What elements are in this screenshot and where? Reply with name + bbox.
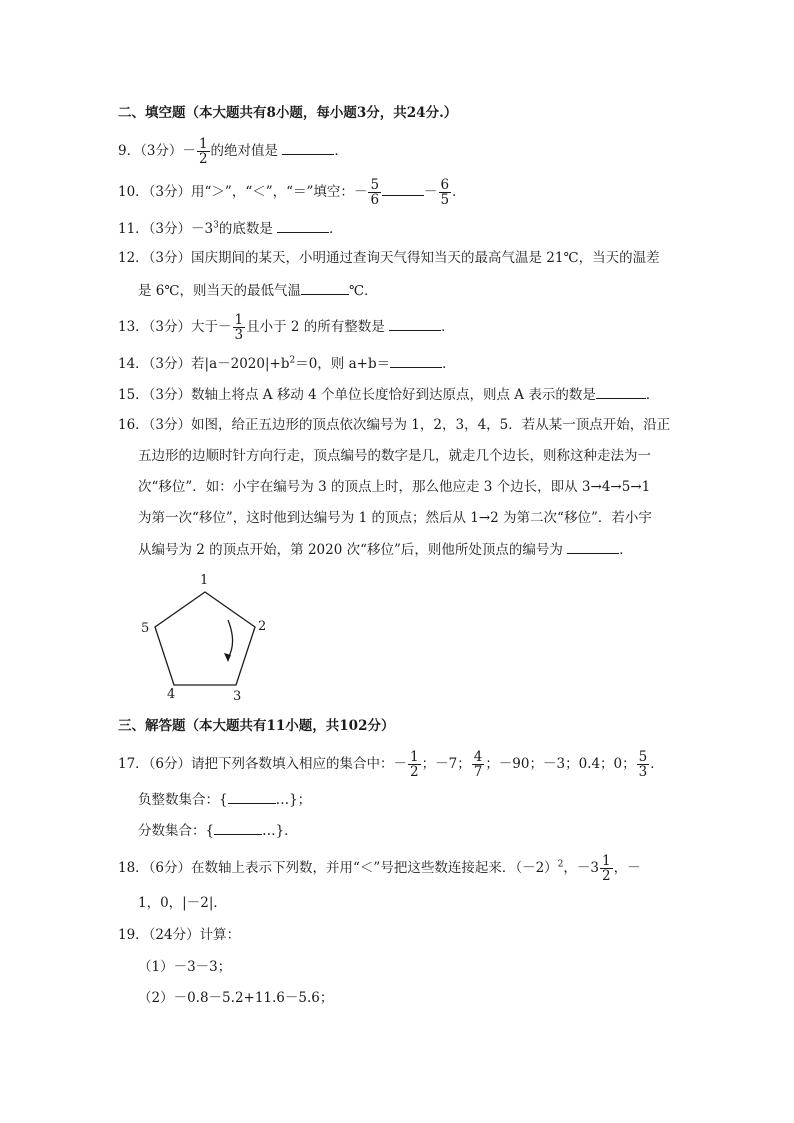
q10-f2-num: 6 <box>440 177 450 193</box>
q18-prefix: 18．（6分）在数轴上表示下列数，并用“＜”号把这些数连接起来．（－2） <box>118 860 558 876</box>
q10-prefix: 10．（3分）用“＞”，“＜”，“＝”填空： <box>118 184 354 200</box>
q10-answer-blank[interactable] <box>382 181 424 196</box>
q10-fraction-2 <box>439 178 452 207</box>
q9-frac-den: 2 <box>198 151 208 167</box>
q17-f1-num: 1 <box>410 749 419 765</box>
q17-mid1: ；－7； <box>421 756 471 772</box>
q12-answer-blank[interactable] <box>301 280 349 295</box>
pentagon-figure <box>130 570 280 705</box>
q17-f2-den: 7 <box>473 764 483 780</box>
q17-negative-integer-set <box>138 789 311 810</box>
question-16-line-3: 次“移位”．如：小宇在编号为 3 的顶点上时，那么他应走 3 个边长，即从 3→4→5→1 <box>138 479 651 495</box>
q17-set1-blank[interactable] <box>228 789 276 804</box>
q17-f3-num: 5 <box>638 749 648 765</box>
q13-frac-den: 3 <box>234 327 244 343</box>
q9-prefix: 9．（3分）－ <box>118 143 196 159</box>
q13-suffix: 且小于 2 的所有整数是 <box>246 319 385 335</box>
q18-fraction <box>600 854 613 883</box>
q13-frac-num: 1 <box>234 312 244 328</box>
pentagon-shape <box>155 592 255 685</box>
question-16-line-5 <box>138 539 633 560</box>
q17-prefix: 17．（6分）请把下列各数填入相应的集合中：－ <box>118 756 408 772</box>
section-3-header: 三、解答题（本大题共有11小题，共102分） <box>118 718 395 734</box>
vertex-label-2: 2 <box>258 619 267 634</box>
q14-mid: ＝0，则 a+b＝ <box>295 356 391 372</box>
question-19-header: 19．（24分）计算： <box>118 927 241 943</box>
q10-end: ． <box>452 184 466 200</box>
q15-text: 15．（3分）数轴上将点 A 移动 4 个单位长度恰好到达原点，则点 A 表示的数是 <box>118 387 596 403</box>
q13-prefix: 13．（3分）大于－ <box>118 319 232 335</box>
q10-f1-den: 6 <box>370 192 380 208</box>
q17-f2-num: 4 <box>473 749 483 765</box>
q9-suffix: 的绝对值是 <box>210 143 279 159</box>
q17-fraction-2 <box>472 750 485 779</box>
q17-fraction-3 <box>637 750 650 779</box>
q18-end: ，－ <box>613 860 641 876</box>
q9-frac-num: 1 <box>198 136 208 152</box>
question-18 <box>118 854 641 883</box>
section-2-header: 二、填空题（本大题共有8小题，每小题3分，共24分.） <box>118 105 458 121</box>
q17-set2-end: …}． <box>262 823 298 839</box>
q9-answer-blank[interactable] <box>282 140 334 155</box>
q18-exponent: 2 <box>557 859 564 870</box>
q13-end: ． <box>441 319 455 335</box>
q10-f1-sign: － <box>353 184 368 200</box>
q16-line5-text: 从编号为 2 的顶点开始，第 2020 次“移位”后，则他所处顶点的编号为 <box>138 542 563 558</box>
vertex-label-5: 5 <box>141 621 150 636</box>
q10-f2-sign: － <box>424 184 438 200</box>
q15-end: ． <box>645 387 660 403</box>
q18-frac-den: 2 <box>602 868 611 884</box>
question-16-line-4: 为第一次“移位”，这时他到达编号为 1 的顶点；然后从 1→2 为第二次“移位”．若小宇 <box>138 510 652 526</box>
question-18-line-2: 1，0，|－2|． <box>138 895 227 911</box>
question-16-line-1: 16．（3分）如图，给正五边形的顶点依次编号为 1，2，3，4，5．若从某一顶点开始，沿正 <box>118 417 671 433</box>
question-12-line-1: 12．（3分）国庆期间的某天，小明通过查询天气得知当天的最高气温是 21℃，当天的温差 <box>118 250 660 266</box>
q17-set1-end: …}； <box>275 792 312 808</box>
vertex-label-4: 4 <box>167 687 176 702</box>
q13-answer-blank[interactable] <box>389 316 441 331</box>
question-17 <box>118 750 664 779</box>
q17-mid2: ；－90；－3；0.4；0； <box>485 756 636 772</box>
question-15 <box>118 384 659 405</box>
q15-answer-blank[interactable] <box>596 384 646 399</box>
vertex-label-1: 1 <box>200 573 209 588</box>
question-12-line-2 <box>138 280 378 301</box>
q17-f3-den: 3 <box>638 764 648 780</box>
vertex-label-3: 3 <box>233 689 242 704</box>
clockwise-arrow-icon <box>228 620 233 658</box>
q12-line2-prefix: 是 6℃，则当天的最低气温 <box>138 283 301 299</box>
question-11 <box>118 218 343 239</box>
question-10 <box>118 178 466 207</box>
q17-end: ． <box>650 756 664 772</box>
q17-set2-blank[interactable] <box>214 820 262 835</box>
q17-f1-den: 2 <box>410 764 419 780</box>
q17-fraction-set <box>138 820 298 841</box>
q17-set1-label: 负整数集合：{ <box>138 792 228 808</box>
q17-set2-label: 分数集合：{ <box>138 823 215 839</box>
q16-end: ． <box>619 542 633 558</box>
q11-exponent: 3 <box>213 220 219 231</box>
q11-answer-blank[interactable] <box>277 218 329 233</box>
q19-item-2: （2）－0.8－5.2+11.6－5.6； <box>138 990 334 1006</box>
q10-f1-num: 5 <box>370 177 380 193</box>
q14-answer-blank[interactable] <box>390 353 442 368</box>
question-9 <box>118 137 348 166</box>
q10-fraction-1 <box>368 178 381 207</box>
q18-frac-num: 1 <box>602 853 611 869</box>
question-16-line-2: 五边形的边顺时针方向行走，顶点编号的数字是几，就走几个边长，则称这种走法为一 <box>138 448 651 464</box>
q10-f2-den: 5 <box>440 192 450 208</box>
q19-item-1: （1）－3－3； <box>138 959 232 975</box>
q14-end: ． <box>442 356 456 372</box>
q9-fraction <box>197 137 210 166</box>
q13-fraction <box>233 313 246 342</box>
q11-suffix: 的底数是 <box>218 221 273 237</box>
q9-end: ． <box>334 143 348 159</box>
q11-prefix: 11．（3分）－3 <box>118 221 214 237</box>
q11-end: ． <box>329 221 343 237</box>
q12-line2-suffix: ℃． <box>348 283 378 299</box>
q17-fraction-1 <box>408 750 421 779</box>
q18-mid: ，－3 <box>563 860 599 876</box>
question-13 <box>118 313 455 342</box>
q16-answer-blank[interactable] <box>567 539 619 554</box>
question-14 <box>118 353 456 374</box>
q14-prefix: 14．（3分）若|a－2020|+b <box>118 356 290 372</box>
q14-exponent: 2 <box>289 355 296 366</box>
